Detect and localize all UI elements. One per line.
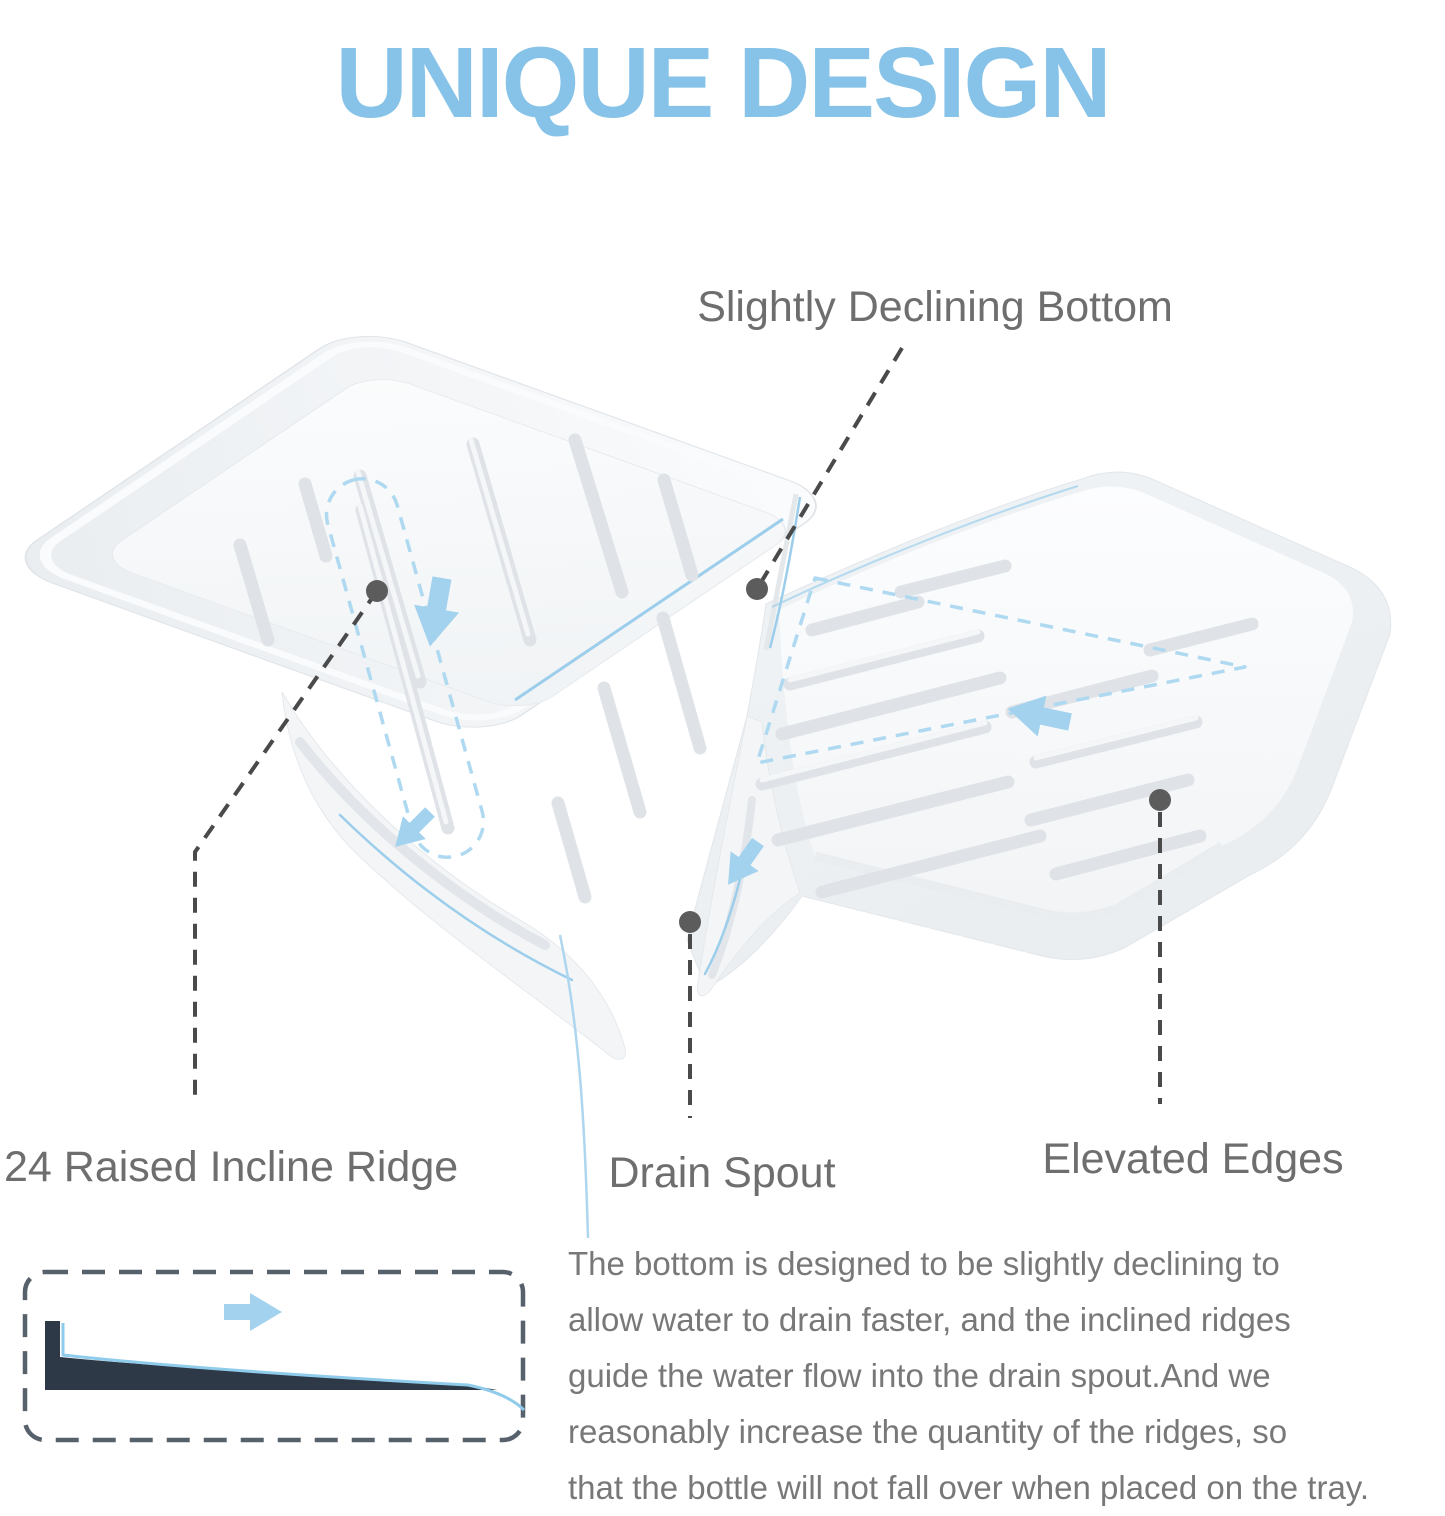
description-line: reasonably increase the quantity of the ridges, so [568,1413,1288,1450]
incline-profile-wedge [45,1321,497,1390]
description-line: guide the water flow into the drain spout.And we [568,1357,1271,1394]
callout-raised-ridge: 24 Raised Incline Ridge [4,1143,459,1191]
callout-elevated-edges: Elevated Edges [1042,1135,1344,1183]
anchor-dot-ridge [366,580,388,602]
callout-drain-spout: Drain Spout [608,1149,836,1197]
incline-profile-diagram [25,1272,524,1440]
description-line: allow water to drain faster, and the inclined ridges [568,1301,1291,1338]
page-title: UNIQUE DESIGN [335,27,1110,139]
left-tray-illustration [1,324,842,1238]
anchor-dot-declining [746,578,768,600]
profile-dashed-border [25,1272,523,1440]
flow-arrow-icon [224,1293,282,1331]
description-line: The bottom is designed to be slightly declining to [568,1245,1280,1282]
description-paragraph [568,1236,1369,1516]
anchor-dot-edges [1149,789,1171,811]
anchor-dot-drain [679,911,701,933]
right-tray-illustration [687,472,1391,996]
description-line: that the bottle will not fall over when placed on the tray. [568,1469,1370,1506]
callout-declining-bottom: Slightly Declining Bottom [697,283,1173,331]
